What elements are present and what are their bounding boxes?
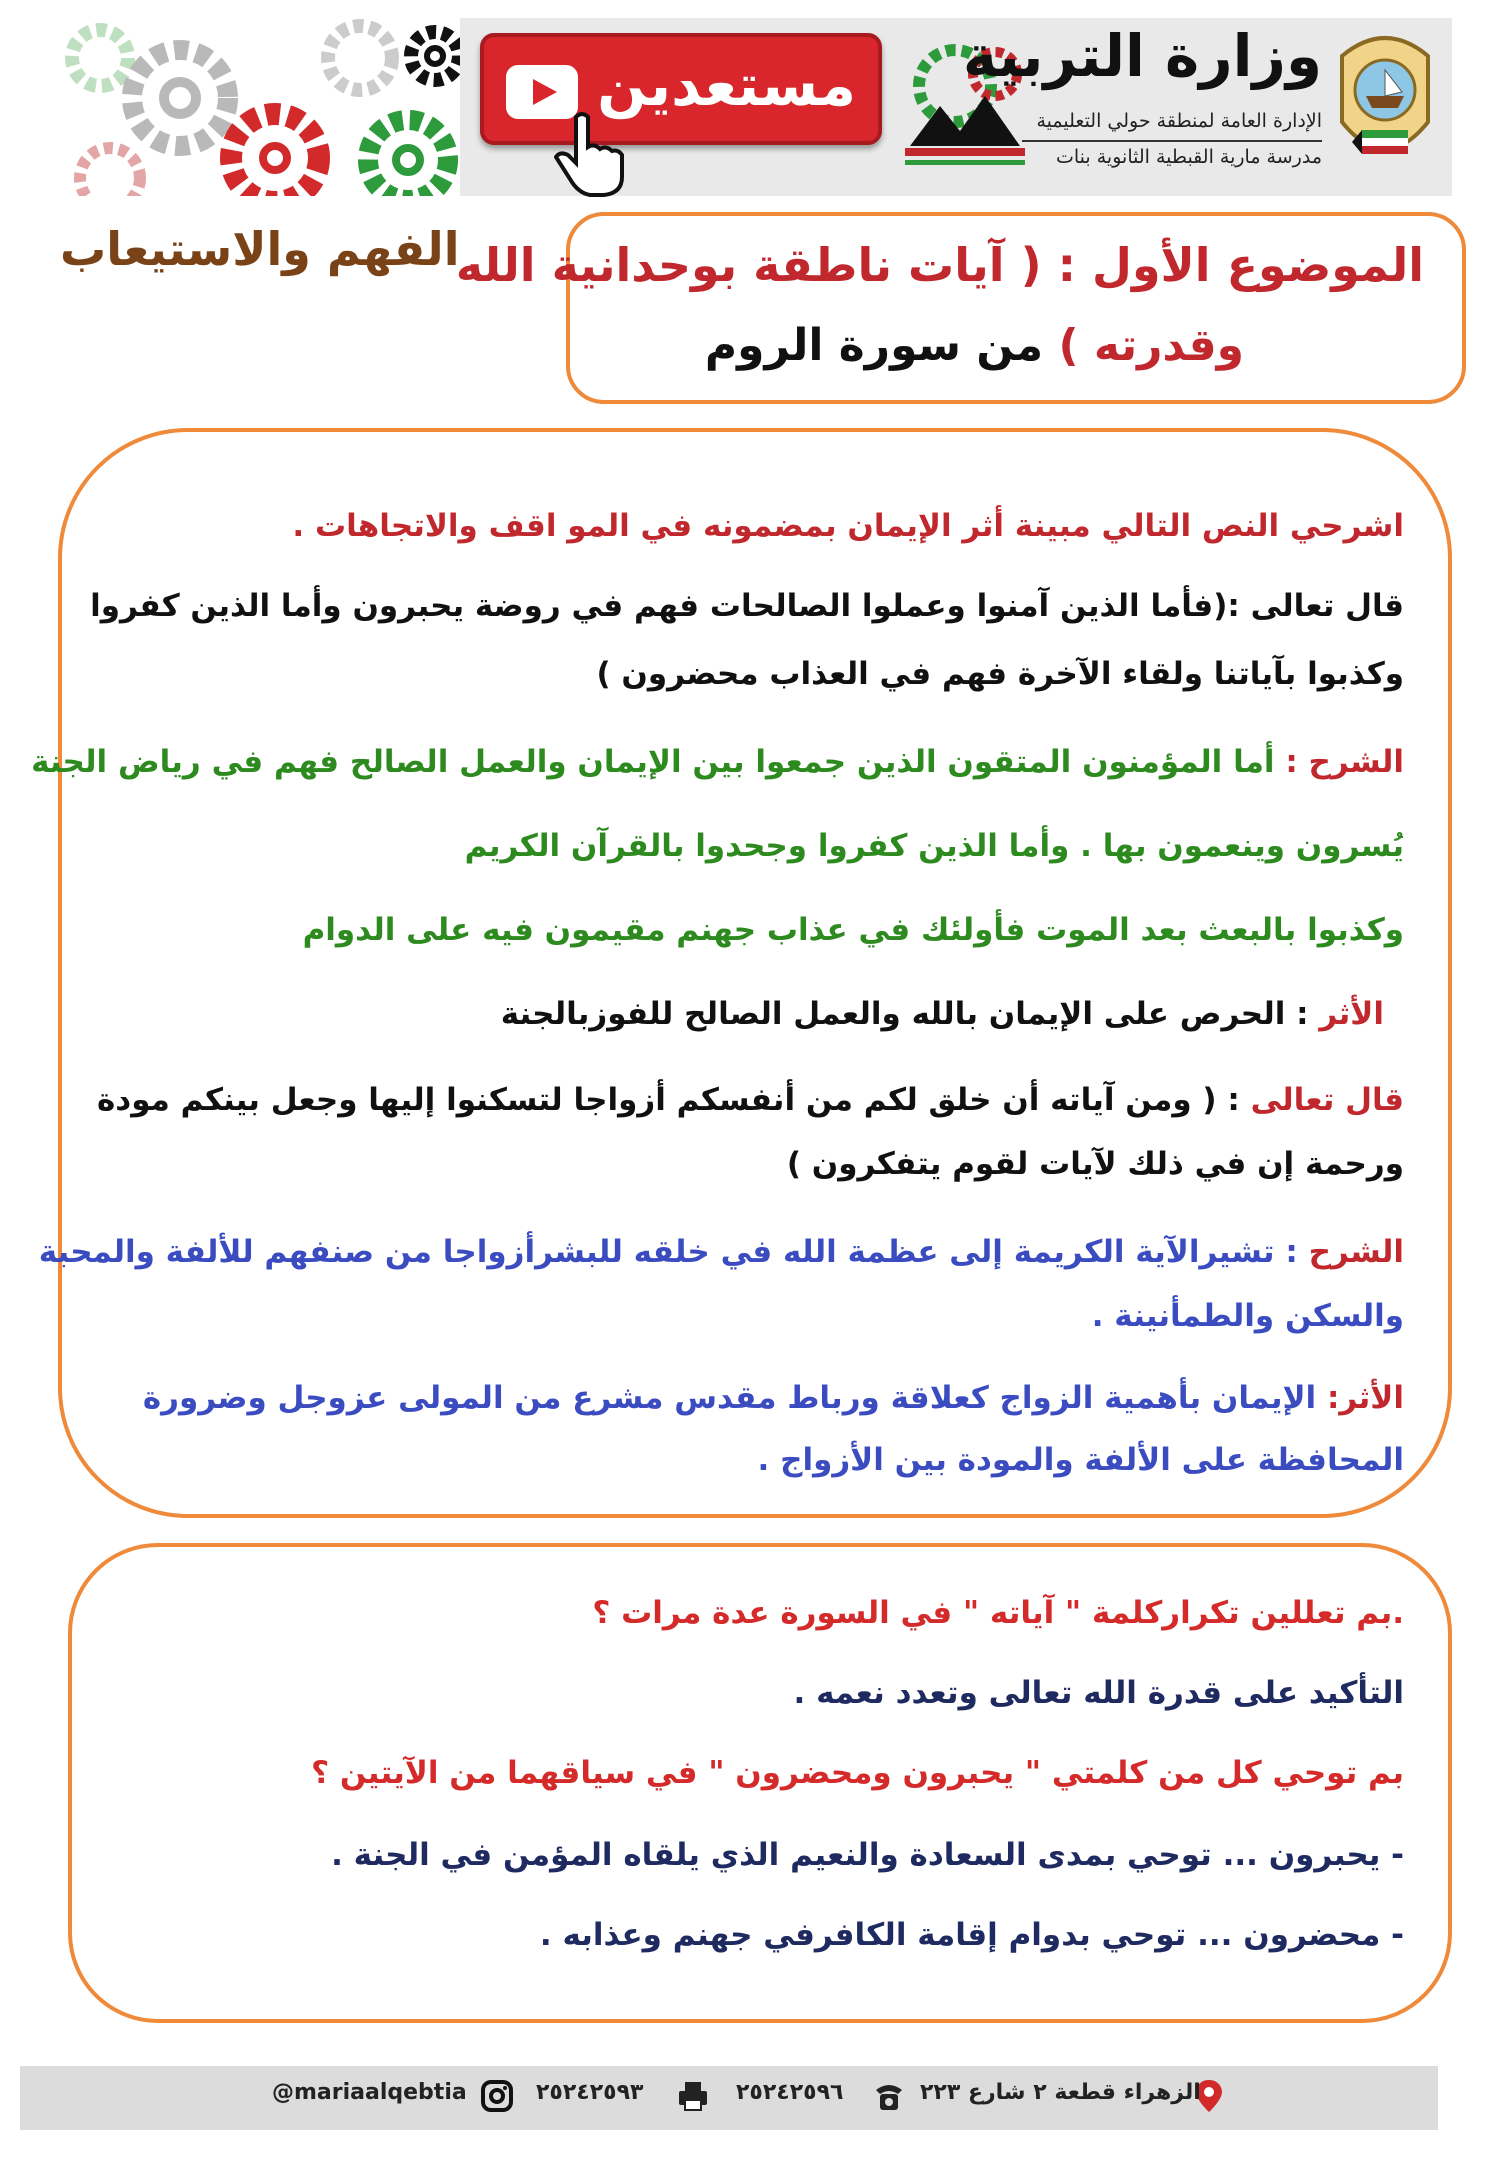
topic-title-box (455, 212, 1466, 404)
verse2-text: : ( ومن آياته أن خلق لكم من أنفسكم أزواجا لتسكنوا إليها وجعل بينكم مودة (97, 1082, 1240, 1118)
question-1: .بم تعللين تكراركلمة " آياته " في السورة عدة مرات ؟ (592, 1595, 1404, 1631)
verse1-line2: وكذبوا بآياتنا ولقاء الآخرة فهم في العذاب محضرون ) (596, 656, 1404, 692)
fax-icon (676, 2078, 710, 2114)
athar1-text: : الحرص على الإيمان بالله والعمل الصالح للفوزبالجنة (500, 996, 1309, 1032)
footer-fax: ٢٥٢٤٢٥٩٣ (536, 2080, 644, 2105)
gears-illustration (40, 18, 460, 196)
pointer-hand-icon (554, 107, 624, 197)
answer-1: التأكيد على قدرة الله تعالى وتعدد نعمه . (793, 1675, 1404, 1711)
topic-title-line1: الموضوع الأول : ( آيات ناطقة بوحدانية الله (455, 238, 1424, 292)
sharh2-line1 (39, 1230, 1404, 1274)
ministry-title: وزارة التربية (962, 22, 1322, 90)
athar2-line2: المحافظة على الألفة والمودة بين الأزواج . (757, 1442, 1404, 1478)
athar1-label: الأثر (1319, 996, 1384, 1032)
sharh1-label: الشرح : (1285, 744, 1404, 780)
school-name: مدرسة مارية القبطية الثانوية بنات (1056, 146, 1322, 168)
sharh1-text: أما المؤمنون المتقون الذين جمعوا بين الإيمان والعمل الصالح فهم في رياض الجنة (31, 744, 1275, 780)
verse2-line2: ورحمة إن في ذلك لآيات لقوم يتفكرون ) (786, 1146, 1404, 1182)
questions-box (68, 1543, 1452, 2023)
answer-2a: - يحبرون ... توحي بمدى السعادة والنعيم الذي يلقاه المؤمن في الجنة . (331, 1837, 1404, 1873)
footer-instagram[interactable]: @mariaalqebtia (272, 2080, 467, 2105)
answer-2b: - محضرون ... توحي بدوام إقامة الكافرفي جهنم وعذابه . (539, 1917, 1404, 1953)
contact-footer (20, 2066, 1438, 2130)
verse2-line1 (97, 1078, 1404, 1122)
subscribe-label: مستعدين (597, 51, 856, 119)
sharh2-text: : تشيرالآية الكريمة إلى عظمة الله في خلقه للبشرأزواجا من صنفهم للألفة والمحبة (38, 1234, 1298, 1270)
athar2-label: الأثر: (1326, 1380, 1404, 1416)
athar1-line (501, 992, 1384, 1036)
verse2-label: قال تعالى (1250, 1082, 1404, 1118)
topic-title-surah: من سورة الروم (704, 320, 1044, 371)
athar2-text: الإيمان بأهمية الزواج كعلاقة ورباط مقدس مشرع من المولى عزوجل وضرورة (142, 1380, 1317, 1416)
question-2: بم توحي كل من كلمتي " يحبرون ومحضرون " في سياقهما من الآيتين ؟ (311, 1755, 1404, 1791)
subscribe-button[interactable] (480, 33, 882, 145)
topic-title-line2-red: وقدرته ) (1058, 320, 1244, 371)
sharh1-line2: يُسرون وينعمون بها . وأما الذين كفروا وجحدوا بالقرآن الكريم (464, 828, 1404, 864)
instagram-icon (480, 2078, 514, 2114)
ministry-banner (460, 18, 1452, 196)
instruction-text: اشرحي النص التالي مبينة أثر الإيمان بمضمونه في المو اقف والاتجاهات . (292, 508, 1404, 544)
verse1-line1: قال تعالى :(فأما الذين آمنوا وعملوا الصالحات فهم في روضة يحبرون وأما الذين كفروا (90, 588, 1404, 624)
ministry-region: الإدارة العامة لمنطقة حولي التعليمية (1036, 110, 1322, 132)
sharh1-line3: وكذبوا بالبعث بعد الموت فأولئك في عذاب جهنم مقيمون فيه على الدوام (302, 912, 1404, 948)
explanation-box (31, 428, 1452, 1518)
footer-address: الزهراء قطعة ٢ شارع ٢٢٣ (920, 2080, 1201, 2105)
sharh2-label: الشرح (1308, 1234, 1404, 1270)
topic-title-line2 (705, 320, 1244, 371)
athar2-line1 (143, 1376, 1404, 1420)
kuwait-emblem-icon (1332, 26, 1438, 186)
sharh2-line2: والسكن والطمأنينة . (1091, 1298, 1404, 1334)
phone-icon (872, 2078, 906, 2114)
header-banner (40, 18, 1452, 196)
footer-phone: ٢٥٢٤٢٥٩٦ (736, 2080, 844, 2105)
sharh1-line1 (31, 740, 1404, 784)
divider (1022, 140, 1322, 142)
section-label: الفهم والاستيعاب (60, 222, 460, 276)
